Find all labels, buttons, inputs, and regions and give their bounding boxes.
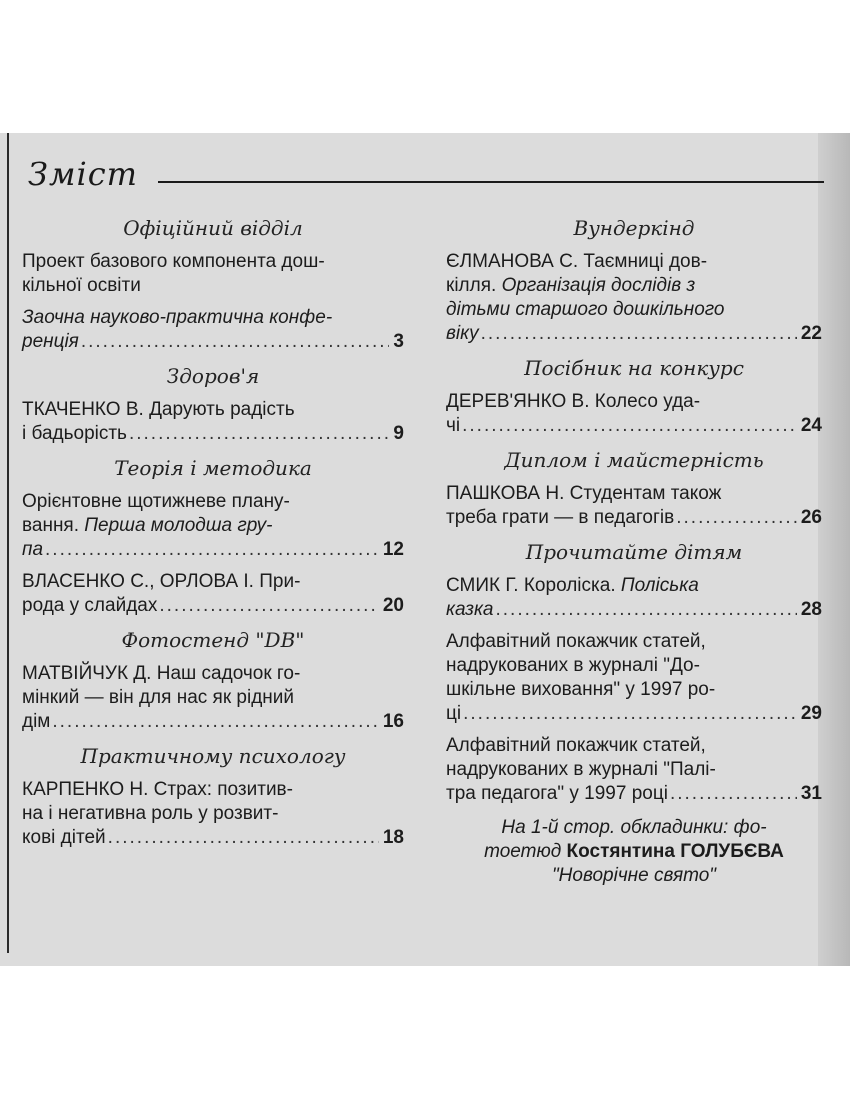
toc-entry: [22, 306, 404, 354]
entry-line: [446, 574, 822, 598]
leader-dots: [45, 538, 379, 562]
entry-text: вання.: [22, 515, 85, 536]
entry-subtitle: дітьми старшого дошкільного: [446, 299, 725, 320]
leader-dots: [52, 710, 378, 734]
page-number: 22: [800, 323, 822, 344]
toc-section: [22, 628, 404, 734]
toc-entry: [446, 734, 822, 806]
toc-section: [22, 364, 404, 446]
entry-last-line: [22, 826, 404, 850]
page-number: 28: [800, 599, 822, 620]
leader-dots: [463, 702, 797, 726]
page-number: 24: [800, 415, 822, 436]
cover-note-line: [446, 840, 822, 864]
page-number: 16: [382, 711, 404, 732]
left-margin-rule: [7, 133, 9, 953]
entry-last-line: [22, 594, 404, 618]
toc-section: [446, 448, 822, 530]
page-title: Зміст: [28, 155, 138, 193]
entry-line: ТКАЧЕНКО В. Дарують радість: [22, 399, 295, 420]
entry-line: мінкий — він для нас як рідний: [22, 687, 295, 708]
left-column: [22, 210, 404, 860]
page-number: 3: [393, 331, 404, 352]
toc-entry: [22, 398, 404, 446]
entry-line: Заочна науково-практична конфе-: [22, 307, 333, 328]
entry-line: Проект базового компонента дош-: [22, 251, 325, 272]
entry-line: ПАШКОВА Н. Студентам також: [446, 483, 722, 504]
entry-line: на і негативна роль у розвит-: [22, 803, 279, 824]
page-number: 26: [800, 507, 822, 528]
entry-line: КАРПЕНКО Н. Страх: позитив-: [22, 779, 293, 800]
entry-last-line: [446, 414, 822, 438]
entry-last-line: [22, 422, 404, 446]
page-number: 31: [800, 783, 822, 804]
toc-section: [446, 216, 822, 346]
entry-line: надрукованих в журналі "Палі-: [446, 759, 716, 780]
entry-line: ЄЛМАНОВА С. Таємниці дов-: [446, 251, 708, 272]
entry-last-line: [22, 710, 404, 734]
entry-line: шкільне виховання" у 1997 ро-: [446, 679, 716, 700]
entry-last-line: [446, 782, 822, 806]
page-edge-shadow: [818, 133, 850, 966]
page-number: 12: [382, 539, 404, 560]
entry-last-line: [446, 322, 822, 346]
entry-line: [446, 274, 822, 298]
section-title: Вундеркінд: [573, 216, 695, 240]
entry-subtitle: Організація дослідів з: [501, 275, 696, 296]
entry-line: Алфавітний покажчик статей,: [446, 631, 706, 652]
leader-dots: [462, 414, 797, 438]
entry-text: ренція: [22, 331, 79, 352]
cover-note: [446, 816, 822, 888]
contents-header: [24, 155, 824, 195]
toc-entry: [446, 250, 822, 346]
entry-line: [22, 514, 404, 538]
leader-dots: [481, 322, 797, 346]
entry-line: ВЛАСЕНКО С., ОРЛОВА І. При-: [22, 571, 301, 592]
entry-text: треба грати — в педагогів: [446, 507, 675, 528]
entry-text: казка: [446, 599, 494, 620]
leader-dots: [496, 598, 797, 622]
section-title: Теорія і методика: [114, 456, 312, 480]
toc-entry: [446, 574, 822, 622]
toc-entry: [22, 662, 404, 734]
entry-last-line: [446, 702, 822, 726]
entry-last-line: [22, 330, 404, 354]
section-title: Прочитайте дітям: [525, 540, 743, 564]
entry-text: кові дітей: [22, 827, 106, 848]
section-title: Диплом і майстерність: [504, 448, 764, 472]
section-title: Фотостенд "DB": [121, 628, 305, 652]
section-title: Офіційний відділ: [123, 216, 303, 240]
entry-text: ці: [446, 703, 462, 724]
entry-line: Орієнтовне щотижневе плану-: [22, 491, 290, 512]
toc-entry: [446, 482, 822, 530]
entry-text: дім: [22, 711, 51, 732]
entry-line: МАТВІЙЧУК Д. Наш садочок го-: [22, 663, 301, 684]
leader-dots: [676, 506, 797, 530]
section-title: Практичному психологу: [80, 744, 346, 768]
toc-entry: [446, 390, 822, 438]
page-number: 18: [382, 827, 404, 848]
entry-text: па: [22, 539, 44, 560]
entry-text: і бадьорість: [22, 423, 127, 444]
entry-text: кілля.: [446, 275, 502, 296]
entry-subtitle: Поліська: [620, 575, 699, 596]
toc-entry: [22, 570, 404, 618]
photographer-name: Костянтина ГОЛУБЄВА: [566, 841, 784, 862]
entry-text: тра педагога" у 1997 році: [446, 783, 668, 804]
entry-line: ДЕРЕВ'ЯНКО В. Колесо уда-: [446, 391, 701, 412]
toc-entry: [22, 490, 404, 562]
toc-entry: [22, 778, 404, 850]
toc-section: [22, 216, 404, 354]
section-title: Здоров'я: [166, 364, 260, 388]
leader-dots: [670, 782, 797, 806]
entry-line: надрукованих в журналі "До-: [446, 655, 700, 676]
leader-dots: [81, 330, 390, 354]
section-title: Посібник на конкурс: [524, 356, 744, 380]
toc-entry: [22, 250, 404, 298]
cover-note-line: "Новорічне свято": [551, 865, 717, 886]
entry-last-line: [446, 598, 822, 622]
right-column: [446, 210, 822, 888]
entry-last-line: [22, 538, 404, 562]
leader-dots: [159, 594, 379, 618]
entry-subtitle: Перша молодша гру-: [84, 515, 273, 536]
entry-line: Алфавітний покажчик статей,: [446, 735, 706, 756]
toc-section: [446, 540, 822, 806]
page-number: 29: [800, 703, 822, 724]
entry-text: чі: [446, 415, 461, 436]
toc-section: [446, 356, 822, 438]
entry-text: рода у слайдах: [22, 595, 158, 616]
entry-text: віку: [446, 323, 479, 344]
entry-last-line: [446, 506, 822, 530]
entry-line: кільної освіти: [22, 275, 141, 296]
entry-text: СМИК Г. Короліска.: [446, 575, 621, 596]
title-rule: [158, 181, 824, 183]
page-number: 9: [393, 423, 404, 444]
toc-section: [22, 744, 404, 850]
toc-entry: [446, 630, 822, 726]
cover-note-text: тоетюд: [484, 841, 567, 862]
toc-section: [22, 456, 404, 618]
leader-dots: [108, 826, 379, 850]
cover-note-line: На 1-й стор. обкладинки: фо-: [501, 817, 767, 838]
page-number: 20: [382, 595, 404, 616]
leader-dots: [129, 422, 389, 446]
